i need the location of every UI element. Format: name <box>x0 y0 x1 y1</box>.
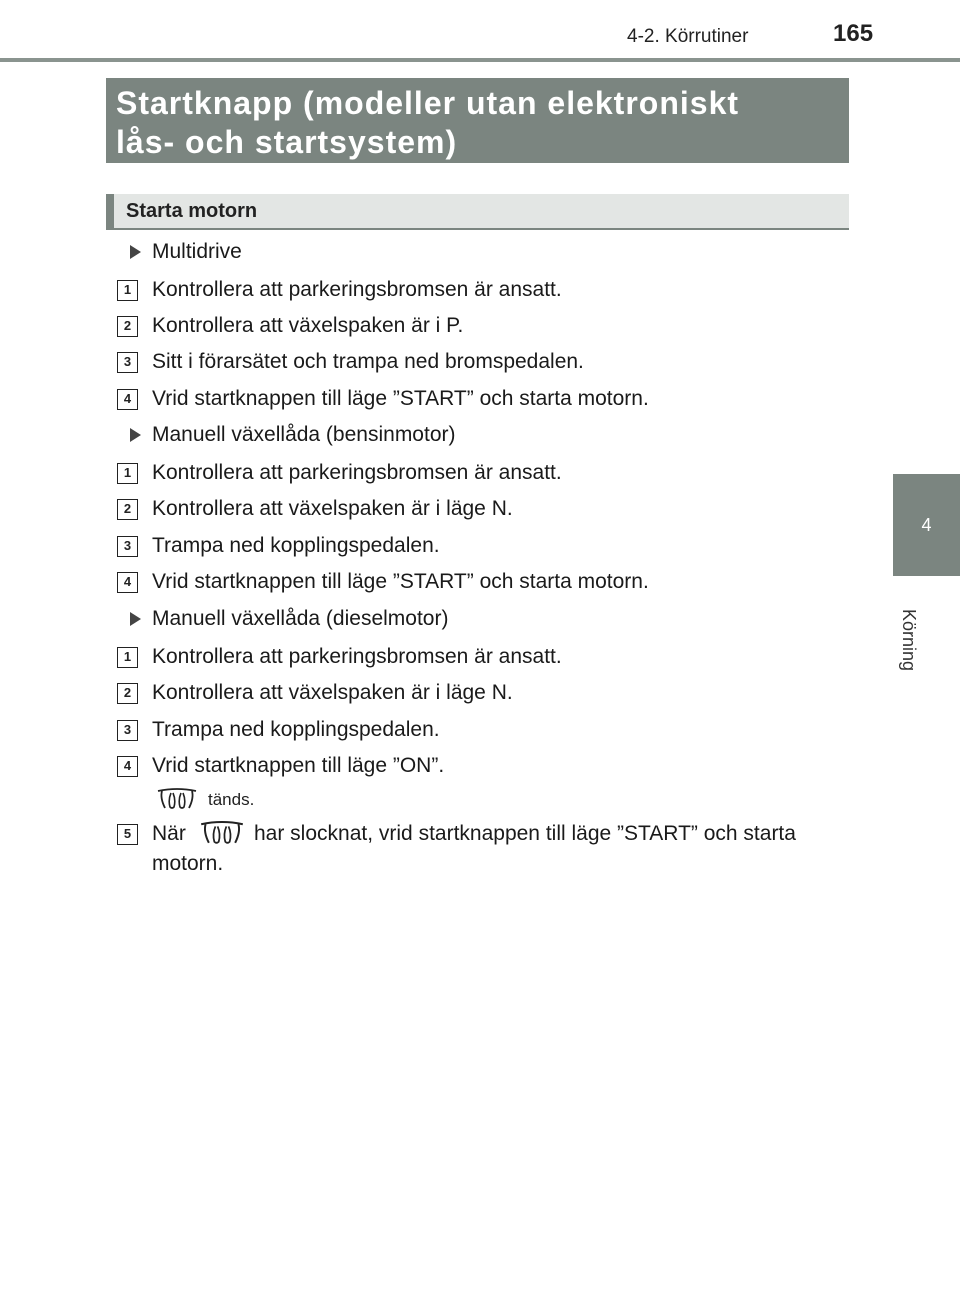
chapter-number: 4 <box>921 514 932 535</box>
section-title-line-1: Startknapp (modeller utan elektroniskt <box>116 85 740 121</box>
subheading: Starta motorn <box>106 194 849 230</box>
step-number-badge: 2 <box>117 499 138 520</box>
step-text: Vrid startknappen till läge ”START” och starta motorn. <box>152 387 649 410</box>
section-title <box>106 78 849 163</box>
step-number-badge: 4 <box>117 572 138 593</box>
step-number-badge: 1 <box>117 280 138 301</box>
step-text: Kontrollera att parkeringsbromsen är ansatt. <box>152 461 562 484</box>
indicator-note: tänds. <box>208 790 255 809</box>
glow-plug-indicator-icon <box>199 820 245 846</box>
header-rule <box>0 58 960 62</box>
step-text: Vrid startknappen till läge ”START” och starta motorn. <box>152 570 649 593</box>
step-text-after-icon: har slocknat, vrid startknappen till läge ”START” och starta <box>254 822 796 845</box>
step-number-badge: 2 <box>117 683 138 704</box>
glow-plug-indicator-icon <box>156 788 198 810</box>
page-number: 165 <box>833 20 874 47</box>
step-number-badge: 4 <box>117 756 138 777</box>
step-number-badge: 3 <box>117 720 138 741</box>
step-text: Vrid startknappen till läge ”ON”. <box>152 754 445 777</box>
step-number-badge: 3 <box>117 536 138 557</box>
step-text: Trampa ned kopplingspedalen. <box>152 718 440 741</box>
step-text: Kontrollera att växelspaken är i läge N. <box>152 681 513 704</box>
step-text: Kontrollera att parkeringsbromsen är ansatt. <box>152 645 562 668</box>
step-number-badge: 5 <box>117 824 138 845</box>
triangle-bullet-icon <box>130 612 141 626</box>
step-text: Trampa ned kopplingspedalen. <box>152 534 440 557</box>
group-heading-manual-diesel: Manuell växellåda (dieselmotor) <box>152 607 449 630</box>
step-number-badge: 2 <box>117 316 138 337</box>
step-number-badge: 4 <box>117 389 138 410</box>
step-text: Kontrollera att parkeringsbromsen är ansatt. <box>152 278 562 301</box>
step-text: Kontrollera att växelspaken är i P. <box>152 314 464 337</box>
step-text: Sitt i förarsätet och trampa ned bromspedalen. <box>152 350 584 373</box>
step-number-badge: 1 <box>117 463 138 484</box>
section-title-line-2: lås- och startsystem) <box>116 124 458 160</box>
chapter-label: Körning <box>899 608 920 672</box>
triangle-bullet-icon <box>130 428 141 442</box>
chapter-tab <box>893 474 960 576</box>
step-text-continuation: motorn. <box>152 852 224 875</box>
group-heading-manual-petrol: Manuell växellåda (bensinmotor) <box>152 423 456 446</box>
step-number-badge: 1 <box>117 647 138 668</box>
step-text-before-icon: När <box>152 822 186 845</box>
step-number-badge: 3 <box>117 352 138 373</box>
group-heading-multidrive: Multidrive <box>152 240 242 263</box>
header-section-title: 4-2. Körrutiner <box>627 26 749 47</box>
triangle-bullet-icon <box>130 245 141 259</box>
step-text: Kontrollera att växelspaken är i läge N. <box>152 497 513 520</box>
